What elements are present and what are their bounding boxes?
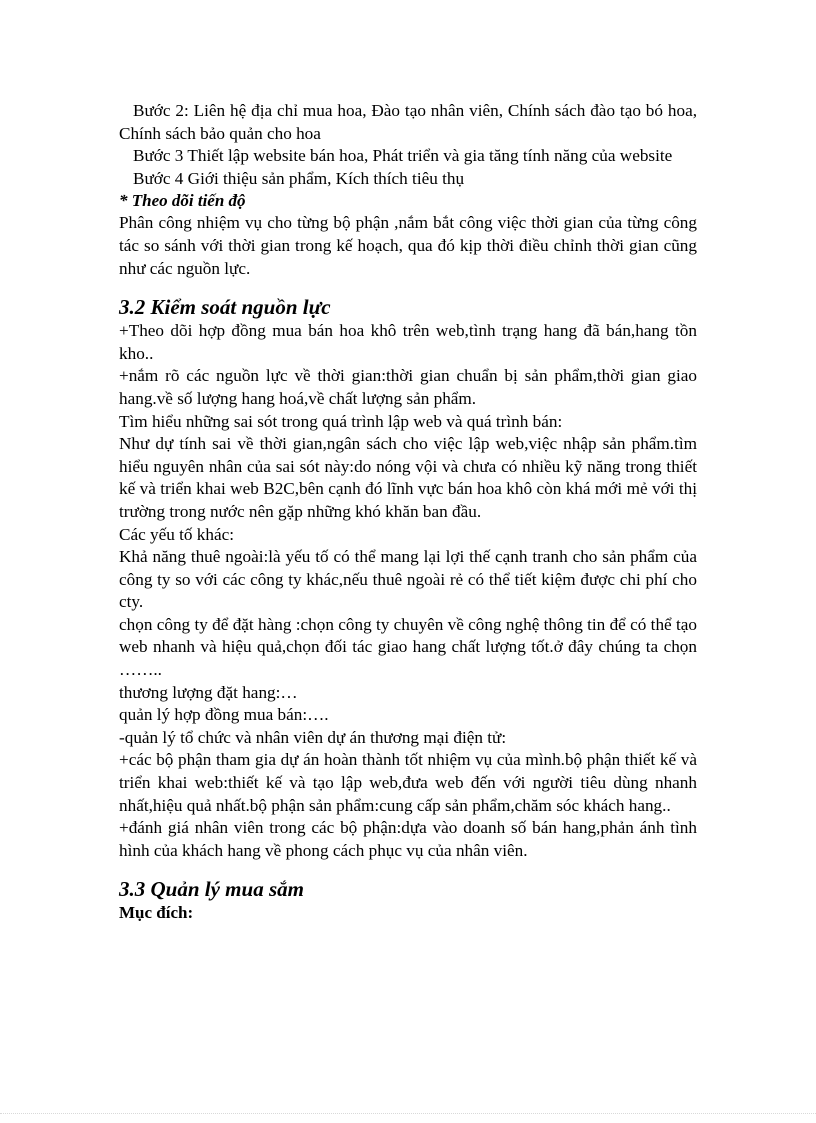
paragraph: thương lượng đặt hang:… — [119, 682, 298, 702]
section-heading-3-2: 3.2 Kiểm soát nguồn lực — [119, 295, 331, 320]
paragraph: +Theo dõi hợp đồng mua bán hoa khô trên web,tình trạng hang đã bán,hang tồn kho.. — [119, 321, 697, 363]
step-2-text: Bước 2: Liên hệ địa chỉ mua hoa, Đào tạo nhân viên, Chính sách đào tạo bó hoa, Chính sách bảo quản cho hoa — [119, 101, 697, 143]
page-bottom-divider — [0, 1113, 816, 1114]
progress-heading: * Theo dõi tiến độ — [119, 191, 246, 211]
paragraph: -quản lý tổ chức và nhân viên dự án thương mại điện tử: — [119, 727, 507, 747]
paragraph: chọn công ty để đặt hàng :chọn công ty chuyên về công nghệ thông tin để có thể tạo web nhanh và hiệu quả,chọn đối tác giao hang chất lượng tốt.ở đây chúng ta chọn …….. — [119, 614, 697, 680]
paragraph: Như dự tính sai về thời gian,ngân sách cho việc lập web,việc nhập sản phẩm.tìm hiểu nguyên nhân của sai sót này:do nóng vội và chưa có nhiều kỹ năng trong thiết kế và triển khai web B2C,bên cạnh đó lĩnh vực bán hoa khô còn khá mới mẻ với thị trường trong nước nên gặp những khó khăn ban đầu. — [119, 434, 697, 521]
paragraph: Các yếu tố khác: — [119, 524, 235, 544]
step-3-text: Bước 3 Thiết lập website bán hoa, Phát triển và gia tăng tính năng của website — [133, 146, 673, 166]
paragraph: quản lý hợp đồng mua bán:…. — [119, 705, 329, 725]
paragraph: +nắm rõ các nguồn lực về thời gian:thời gian chuẩn bị sản phẩm,thời gian giao hang.về số lượng hang hoá,về chất lượng sản phẩm. — [119, 366, 697, 408]
progress-paragraph: Phân công nhiệm vụ cho từng bộ phận ,nắm bắt công việc thời gian của từng công tác so sánh với thời gian trong kế hoạch, qua đó kịp thời điều chỉnh thời gian cũng như các nguồn lực. — [119, 213, 697, 278]
spacer — [119, 862, 697, 876]
purpose-label: Mục đích: — [119, 903, 194, 923]
step-4-text: Bước 4 Giới thiệu sản phẩm, Kích thích tiêu thụ — [133, 168, 465, 188]
paragraph: +đánh giá nhân viên trong các bộ phận:dựa vào doanh số bán hang,phản ánh tình hình của khách hang về phong cách phục vụ của nhân viên. — [119, 818, 697, 860]
paragraph: Khả năng thuê ngoài:là yếu tố có thể mang lại lợi thế cạnh tranh cho sản phẩm của công ty so với các công ty khác,nếu thuê ngoài rẻ có thể tiết kiệm được chi phí cho cty. — [119, 547, 697, 612]
document-page — [119, 100, 697, 924]
paragraph: +các bộ phận tham gia dự án hoàn thành tốt nhiệm vụ của mình.bộ phận thiết kế và triển khai web:thiết kế và tạo lập web,đưa web đến với người tiêu dùng nhanh nhất,hiệu quả nhất.bộ phận sản phẩm:cung cấp sản phẩm,chăm sóc khách hang.. — [119, 750, 697, 815]
spacer — [119, 280, 697, 294]
paragraph: Tìm hiểu những sai sót trong quá trình lập web và quá trình bán: — [119, 411, 563, 431]
section-heading-3-3: 3.3 Quản lý mua sắm — [119, 877, 304, 902]
